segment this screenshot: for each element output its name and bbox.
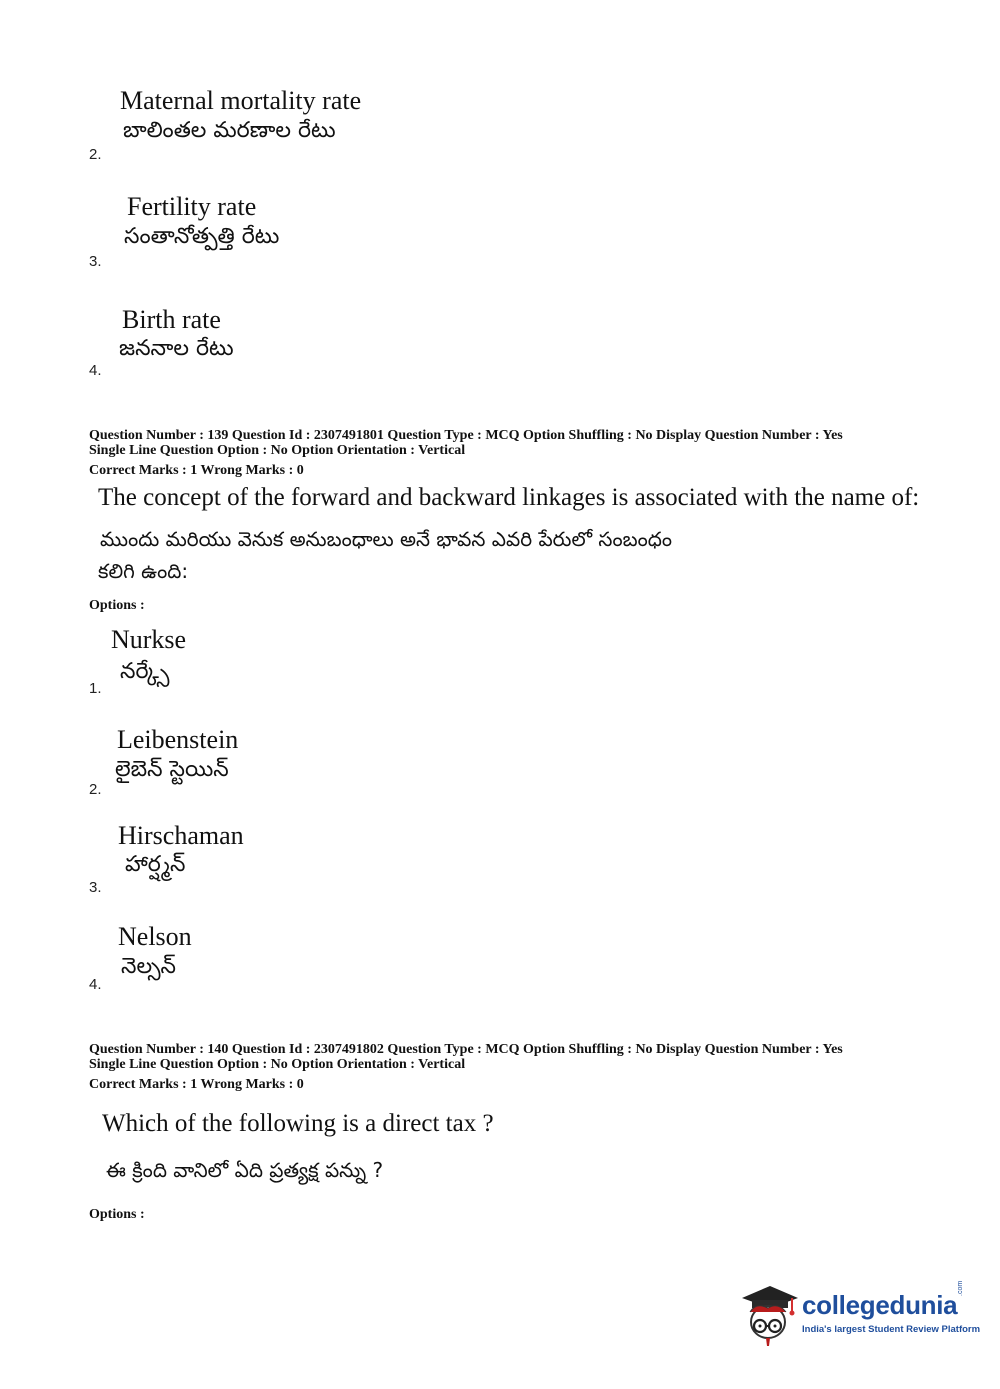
- option-number: 3.: [89, 879, 102, 896]
- option-english: Nelson: [118, 922, 192, 951]
- option-number: 4.: [89, 362, 102, 379]
- collegedunia-logo: [738, 1280, 981, 1348]
- option-telugu: జననాల రేటు: [119, 336, 234, 361]
- option-english: Maternal mortality rate: [120, 86, 362, 115]
- question-meta-line1: Question Number : 140 Question Id : 2307491802 Question Type : MCQ Option Shuffling : No Display Question Number : Yes: [89, 1042, 843, 1057]
- logo-tagline: India's largest Student Review Platform: [802, 1324, 981, 1335]
- options-label: Options :: [89, 598, 145, 613]
- question-marks: Correct Marks : 1 Wrong Marks : 0: [89, 463, 304, 478]
- option-telugu: నర్క్సే: [120, 659, 170, 684]
- option-number: 4.: [89, 976, 102, 993]
- question-marks: Correct Marks : 1 Wrong Marks : 0: [89, 1077, 304, 1092]
- option-number: 2.: [89, 781, 102, 798]
- option-number: 3.: [89, 253, 102, 270]
- option-telugu: నెల్సన్: [121, 954, 176, 979]
- question-text-english: Which of the following is a direct tax ?: [102, 1110, 494, 1137]
- option-english: Fertility rate: [127, 192, 257, 221]
- option-telugu: బాలింతల మరణాల రేటు: [123, 118, 336, 143]
- option-telugu: హార్ష్మన్: [125, 852, 186, 877]
- options-label: Options :: [89, 1207, 145, 1222]
- question-text-english: The concept of the forward and backward linkages is associated with the name of:: [98, 484, 920, 511]
- question-meta-line1: Question Number : 139 Question Id : 2307491801 Question Type : MCQ Option Shuffling : No Display Question Number : Yes: [89, 428, 843, 443]
- option-telugu: లైబెన్ స్టెయిన్: [115, 757, 229, 782]
- option-telugu: సంతానోత్పత్తి రేటు: [124, 224, 280, 249]
- question-meta-line2: Single Line Question Option : No Option Orientation : Vertical: [89, 1057, 466, 1072]
- student-mascot-icon: [738, 1282, 800, 1348]
- option-number: 1.: [89, 680, 102, 697]
- option-english: Hirschaman: [118, 821, 244, 850]
- option-english: Nurkse: [111, 625, 187, 654]
- logo-suffix: .com: [957, 1280, 964, 1296]
- question-text-telugu-line2: కలిగి ఉంది:: [98, 559, 189, 583]
- logo-name: collegedunia: [802, 1290, 958, 1320]
- question-meta-line2: Single Line Question Option : No Option Orientation : Vertical: [89, 443, 466, 458]
- question-text-telugu: ఈ క్రింది వానిలో ఏది ప్రత్యక్ష పన్ను ?: [106, 1158, 384, 1182]
- option-number: 2.: [89, 146, 102, 163]
- question-text-telugu-line1: ముందు మరియు వెనుక అనుబంధాలు అనే భావన ఎవరి పేరులో సంబంధం: [100, 527, 672, 551]
- option-english: Leibenstein: [117, 725, 239, 754]
- option-english: Birth rate: [122, 305, 221, 334]
